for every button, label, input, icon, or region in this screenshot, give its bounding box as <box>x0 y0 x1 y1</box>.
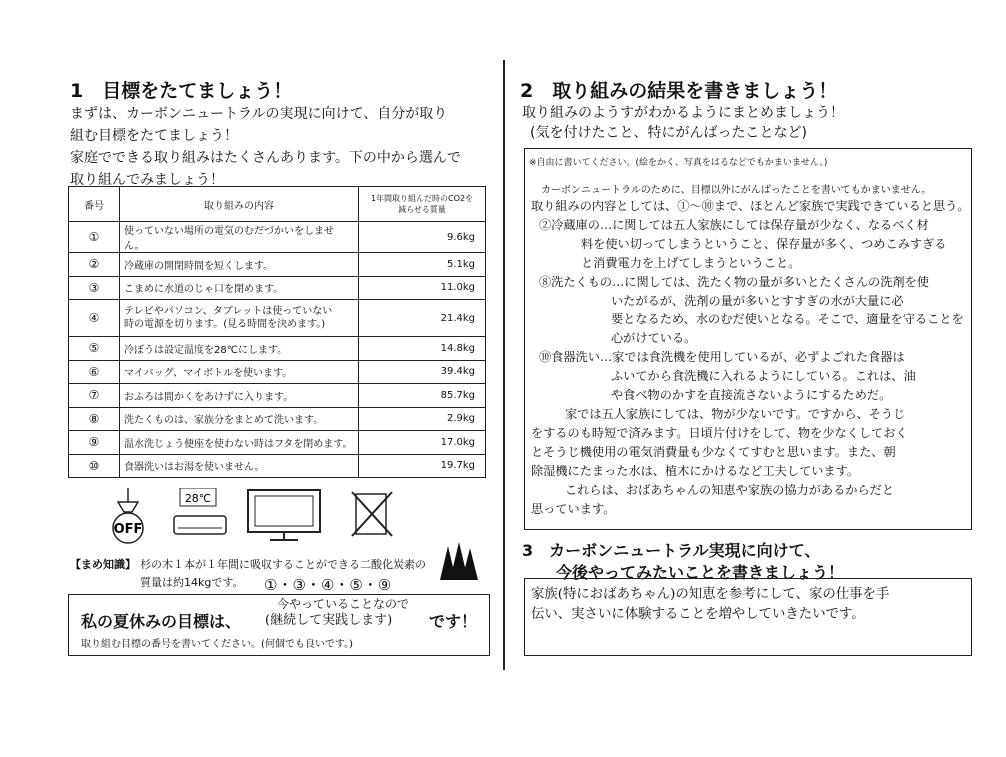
table-row <box>69 300 486 337</box>
intro-line: 取り組んでみましょう！ <box>70 172 224 188</box>
row-text: 使っていない場所の電気のむだづかいをしません。 <box>120 222 359 253</box>
trivia-label: 【まめ知識】 <box>70 558 136 571</box>
amount-header-l1: 1年間取り組んだ時のCO2を <box>370 194 474 203</box>
row-no: ② <box>69 253 120 277</box>
hand-line: ⑧洗たくもの…に関しては、洗たく物の量が多いとたくさんの洗剤を使 <box>539 274 929 289</box>
col-amount <box>359 187 486 222</box>
result-box <box>524 148 972 530</box>
section2-sub1: 取り組みのようすがわかるようにまとめましょう！ <box>522 105 844 121</box>
table-row <box>69 360 486 384</box>
hand-line: 要となるため、水のむだ使いとなる。そこで、適量を守ることを <box>611 312 964 327</box>
hand-line: 取り組みの内容としては、①〜⑩まで、ほとんど家族で実践できていると思う。 <box>531 199 970 213</box>
goal-hand-line1: 今やっていることなので <box>277 597 410 611</box>
hand-line: 家では五人家族にしては、物が少ないです。ですから、そうじ <box>565 406 906 421</box>
result-note2: カーボンニュートラルのために、目標以外にがんばったことを書いてもかまいません。 <box>541 185 932 196</box>
hand-line: ⑩食器洗い…家では食洗機を使用しているが、必ずよごれた食器は <box>539 350 905 365</box>
row-text: 温水洗じょう便座を使わない時はフタを閉めます。 <box>120 431 359 455</box>
goal-prefix: 私の夏休みの目標は、 <box>81 612 242 631</box>
intro-line: まずは、カーボンニュートラルの実現に向けて、自分が取り <box>70 106 448 122</box>
intro-line: 家庭でできる取り組みはたくさんあります。下の中から選んで <box>70 150 461 166</box>
hand-line: ②冷蔵庫の…に関しては五人家族にしては保存量が少なく、なるべく材 <box>539 217 929 232</box>
row-no: ⑧ <box>69 407 120 431</box>
row-no: ⑦ <box>69 384 120 408</box>
row-no: ⑤ <box>69 337 120 361</box>
hand-line: いたがるが、洗剤の量が多いとすすぎの水が大量に必 <box>611 293 904 308</box>
hand-line: 料を使い切ってしまうということ、保存量が多く、つめこみすぎる <box>581 236 947 251</box>
row-kg: 85.7kg <box>359 384 486 408</box>
row-kg: 21.4kg <box>359 300 486 337</box>
hand-line: と消費電力を上げてしまうということ。 <box>581 255 801 270</box>
row-no: ③ <box>69 276 120 300</box>
row-text: 洗たくものは、家族分をまとめて洗います。 <box>120 407 359 431</box>
trivia-line1: 杉の木１本が１年間に吸収することができる二酸化炭素の <box>140 558 426 571</box>
row-kg: 11.0kg <box>359 276 486 300</box>
hand-line: をするのも時短で済みます。日頃片付けをして、物を少なくしておく <box>531 425 908 440</box>
row-kg: 2.9kg <box>359 407 486 431</box>
row-no: ⑩ <box>69 454 120 478</box>
row-text: おふろは間かくをあけずに入ります。 <box>120 384 359 408</box>
section3-title-line1: 3 カーボンニュートラル実現に向けて、 <box>522 541 821 560</box>
light-bulb-icon <box>113 488 143 543</box>
hand-line: 心がけている。 <box>611 331 697 346</box>
row-kg: 39.4kg <box>359 360 486 384</box>
row-no: ⑨ <box>69 431 120 455</box>
result-note1: ※自由に書いてください。(絵をかく、写真をはるなどでもかまいません。) <box>529 158 828 168</box>
table-row <box>69 384 486 408</box>
row-kg: 19.7kg <box>359 454 486 478</box>
row-text: 食器洗いはお湯を使いません。 <box>120 454 359 478</box>
air-conditioner-icon <box>174 488 226 534</box>
hand-line: とそうじ機使用の電気消費量も少なくてすむと思います。また、朝 <box>531 444 896 459</box>
hand-line: や食べ物のかすを直接流さないようにするためだ。 <box>611 388 892 403</box>
off-label: OFF <box>113 522 143 537</box>
hand-line: 除湿機にたまった水は、植木にかけるなど工夫しています。 <box>531 463 860 478</box>
hand-line: これらは、おばあちゃんの知恵や家族の協力があるからだと <box>565 482 895 497</box>
table-row <box>69 222 486 253</box>
table-header-row <box>69 187 486 222</box>
table-row <box>69 337 486 361</box>
row-text-l2: 時の電源を切ります。(見る時間を決めます。) <box>124 319 326 330</box>
crossed-bottle-icon <box>352 492 392 536</box>
table-row <box>69 454 486 478</box>
table-row <box>69 276 486 300</box>
row-kg: 5.1kg <box>359 253 486 277</box>
row-kg: 17.0kg <box>359 431 486 455</box>
row-text: こまめに水道のじゃ口を閉めます。 <box>120 276 359 300</box>
row-no: ⑥ <box>69 360 120 384</box>
goal-hand-line2: (継続して実践します) <box>265 613 393 628</box>
future-handwriting <box>531 585 889 625</box>
row-kg: 9.6kg <box>359 222 486 253</box>
section1-intro <box>70 103 461 191</box>
monitor-icon <box>248 490 320 540</box>
table-row <box>69 407 486 431</box>
hand-line: 思っています。 <box>531 501 616 516</box>
col-no: 番号 <box>69 187 120 222</box>
ac-temp-label: 28℃ <box>184 492 212 505</box>
section1-title: 1 目標をたてましょう！ <box>70 80 293 102</box>
hand-line: ふいてから食洗機に入れるようにしている。これは、油 <box>611 369 916 384</box>
table-row <box>69 431 486 455</box>
section2-title: 2 取り組みの結果を書きましょう！ <box>520 80 838 102</box>
trivia-line2: 質量は約14kgです。 <box>140 576 244 589</box>
tree-icon <box>436 540 482 584</box>
row-kg: 14.8kg <box>359 337 486 361</box>
intro-line: 組む目標をたてましょう！ <box>70 128 238 144</box>
col-content: 取り組みの内容 <box>120 187 359 222</box>
row-text <box>120 300 359 337</box>
future-box <box>524 578 972 656</box>
row-text: マイバッグ、マイボトルを使います。 <box>120 360 359 384</box>
row-text-l1: テレビやパソコン、タブレットは使っていない <box>124 306 333 317</box>
future-line1: 家族(特におばあちゃん)の知恵を参考にして、家の仕事を手 <box>531 587 890 602</box>
row-text: 冷蔵庫の開閉時間を短くします。 <box>120 253 359 277</box>
section2-sub2: (気を付けたこと、特にがんばったことなど) <box>530 125 807 141</box>
page-divider <box>503 60 505 670</box>
actions-table <box>68 186 486 478</box>
table-row <box>69 253 486 277</box>
future-line2: 伝い、実さいに体験することを増やしていきたいです。 <box>531 607 865 622</box>
illustrations <box>100 488 480 550</box>
result-handwriting <box>531 197 970 518</box>
goal-suffix: です！ <box>429 612 478 631</box>
amount-header-l2: 減らせる質量 <box>398 205 446 214</box>
row-no: ① <box>69 222 120 253</box>
row-text: 冷ぼうは設定温度を28℃にします。 <box>120 337 359 361</box>
goal-note: 取り組む目標の番号を書いてください。(何個でも良いです。) <box>81 639 354 650</box>
selected-numbers: ①・③・④・⑤・⑨ <box>264 576 392 594</box>
section3-title-line2: 今後やってみたいことを書きましょう！ <box>556 563 845 582</box>
goal-box <box>68 594 490 656</box>
row-no: ④ <box>69 300 120 337</box>
